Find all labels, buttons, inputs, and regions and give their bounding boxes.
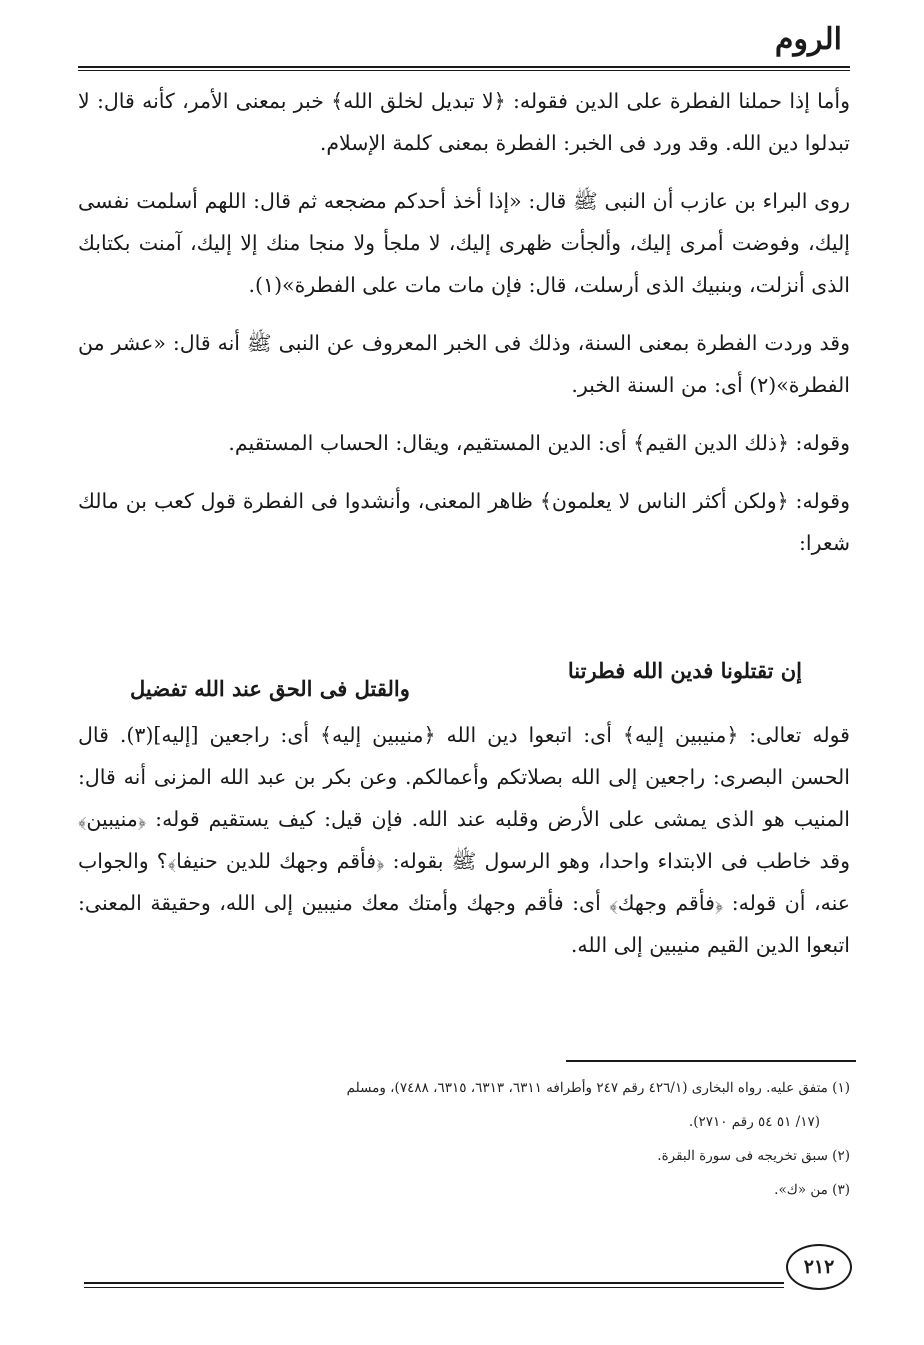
poetry-verse [130,658,802,701]
footnote-2: (٢) سبق تخريجه فى سورة البقرة. [657,1148,850,1164]
paragraph-6: قوله تعالى: ﴿منيبين إليه﴾ أى: اتبعوا دين الله ﴿منيبين إليه﴾ أى: راجعين [إليه](٣). قال الحسن البصرى: راجعين إلى الله بصلاتكم وأعمالكم. وعن بكر بن عبد الله المزنى أنه قال: المنيب هو الذى يمشى على الأرض وقلبه عند الله. فإن قيل: كيف يستقيم قوله: ﴿منيبين﴾ وقد خاطب فى الابتداء واحدا، وهو الرسول ﷺ بقوله: ﴿فأقم وجهك للدين حنيفا﴾؟ والجواب عنه، أن قوله: ﴿فأقم وجهك﴾ أى: فأقم وجهك وأمتك معك منيبين إلى الله، وحقيقة المعنى: اتبعوا الدين القيم منيبين إلى الله. [78,723,850,957]
bottom-rule [84,1282,784,1284]
running-header-title: الروم [774,22,842,57]
page-number: ٢١٢ [786,1244,852,1290]
paragraph-3: وقد وردت الفطرة بمعنى السنة، وذلك فى الخبر المعروف عن النبى ﷺ أنه قال: «عشر من الفطرة»(٢) أى: من السنة الخبر. [78,331,850,397]
paragraph-1: وأما إذا حملنا الفطرة على الدين فقوله: ﴿لا تبديل لخلق الله﴾ خبر بمعنى الأمر، كأنه قال: لا تبدلوا دين الله. وقد ورد فى الخبر: الفطرة بمعنى كلمة الإسلام. [78,89,850,155]
bottom-rule-thin [84,1287,784,1288]
header-rule-thin [78,70,850,71]
verse-hemistich-2: والقتل فى الحق عند الله تفضيل [130,676,410,701]
main-text-top [78,80,850,580]
footnotes [78,1074,850,1210]
verse-hemistich-1: إن تقتلونا فدين الله فطرتنا [567,658,802,683]
paragraph-4: وقوله: ﴿ذلك الدين القيم﴾ أى: الدين المستقيم، ويقال: الحساب المستقيم. [228,431,850,455]
footnote-1: (١) متفق عليه. رواه البخارى (٤٢٦/١ رقم ٢٤٧ وأطرافه ٦٣١١، ٦٣١٣، ٦٣١٥، ٧٤٨٨)، ومسلم [346,1080,850,1096]
paragraph-5: وقوله: ﴿ولكن أكثر الناس لا يعلمون﴾ ظاهر المعنى، وأنشدوا فى الفطرة قول كعب بن مالك شعرا: [78,489,850,555]
footnote-rule [566,1060,856,1062]
header-rule [78,66,850,68]
footnote-3: (٣) من «ك». [774,1182,850,1198]
footnote-1-continuation: (١٧/ ٥١ ٥٤ رقم ٢٧١٠). [688,1114,820,1130]
paragraph-2: روى البراء بن عازب أن النبى ﷺ قال: «إذا أخذ أحدكم مضجعه ثم قال: اللهم أسلمت نفسى إليك، وفوضت أمرى إليك، وألجأت ظهرى إليك، لا ملجأ ولا منجا منك إلا إليك، آمنت بكتابك الذى أنزلت، وبنبيك الذى أرسلت، قال: فإن مات مات على الفطرة»(١). [78,189,850,297]
main-text-bottom [78,714,850,982]
